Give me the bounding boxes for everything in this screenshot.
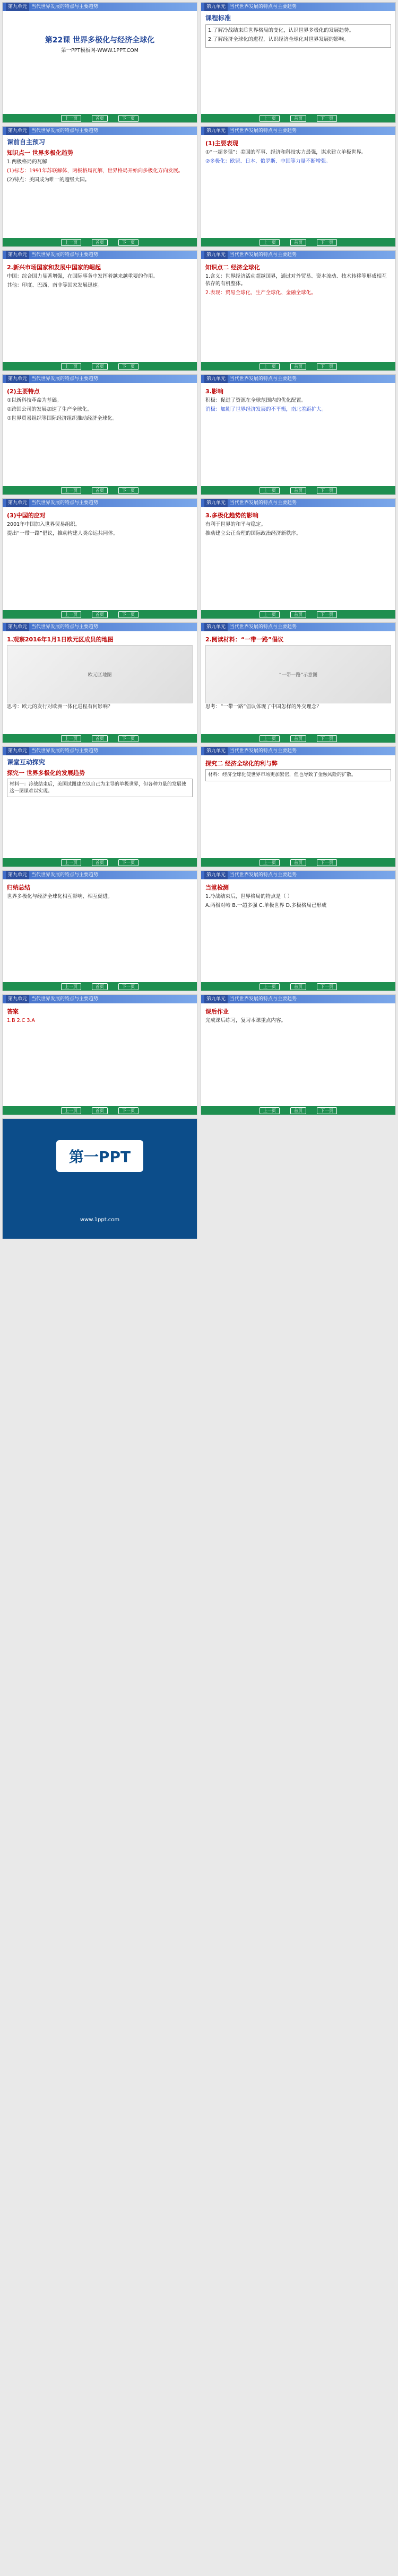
slide-belt-road: 第九单元 当代世界发展的特点与主要趋势 2.阅读材料：“一带一路”倡议 “一带一路”示意图 思考：“一带一路”倡议体现了中国怎样的外交理念？ 上一页 首页 下一页 <box>201 622 396 743</box>
next-button[interactable]: 下一页 <box>118 735 139 742</box>
topbar: 第九单元 当代世界发展的特点与主要趋势 <box>3 623 197 631</box>
slide-preview-4: 第九单元 当代世界发展的特点与主要趋势 知识点二 经济全球化 1.含义：世界经济活动超越国界，通过对外贸易、资本流动、技术转移等形成相互依存的有机整体。 2.表现：贸易全球化、生产全球化、金融全球化。 上一页 首页 下一页 <box>201 250 396 371</box>
home-button[interactable]: 首页 <box>92 115 108 122</box>
slide-preview-2: 第九单元 当代世界发展的特点与主要趋势 (1)主要表现 ①“一超多强”：美国的军事、经济和科技实力最强，谋求建立单极世界。 ②多极化：欧盟、日本、俄罗斯、中国等力量不断增强。 上一页 首页 下一页 <box>201 126 396 247</box>
topbar: 第九单元 当代世界发展的特点与主要趋势 <box>201 127 395 135</box>
next-button[interactable]: 下一页 <box>317 487 337 494</box>
prev-button[interactable]: 上一页 <box>259 1107 280 1114</box>
nav-bar <box>3 362 197 370</box>
next-button[interactable]: 下一页 <box>317 1107 337 1114</box>
prev-button[interactable]: 上一页 <box>259 735 280 742</box>
slide-summary: 第九单元 当代世界发展的特点与主要趋势 归纳总结 世界多极化与经济全球化相互影响、相互促进。 上一页 首页 下一页 <box>2 870 197 991</box>
next-button[interactable]: 下一页 <box>118 611 139 618</box>
prev-button[interactable]: 上一页 <box>61 859 81 866</box>
prev-button[interactable]: 上一页 <box>61 983 81 990</box>
slide-preview-8: 第九单元 当代世界发展的特点与主要趋势 3.多极化趋势的影响 有利于世界的和平与稳定。 推动建立公正合理的国际政治经济新秩序。 上一页 首页 下一页 <box>201 498 396 619</box>
nav-bar <box>3 114 197 122</box>
slide-explore-1: 第九单元 当代世界发展的特点与主要趋势 课堂互动探究 探究一 世界多极化的发展趋势 材料一：冷战结束后，美国试图建立以自己为主导的单极世界，但各种力量的发展使这一图谋难以实现。 上一页 首页 下一页 <box>2 746 197 867</box>
home-button[interactable]: 首页 <box>290 1107 306 1114</box>
home-button[interactable]: 首页 <box>92 363 108 370</box>
home-button[interactable]: 首页 <box>290 363 306 370</box>
next-button[interactable]: 下一页 <box>118 487 139 494</box>
nav-bar <box>201 858 395 867</box>
home-button[interactable]: 首页 <box>92 983 108 990</box>
slide-preview-1: 第九单元 当代世界发展的特点与主要趋势 课前自主预习 知识点一 世界多极化趋势 1.两极格局的瓦解 (1)标志：1991年苏联解体，两极格局瓦解，世界格局开始向多极化方向发展。 (2)特点：美国成为唯一的超级大国。 上一页 首页 下一页 <box>2 126 197 247</box>
home-button[interactable]: 首页 <box>290 487 306 494</box>
topbar: 第九单元 当代世界发展的特点与主要趋势 <box>3 995 197 1003</box>
prev-button[interactable]: 上一页 <box>259 363 280 370</box>
prev-button[interactable]: 上一页 <box>259 983 280 990</box>
slide-standard <box>201 2 396 123</box>
topbar: 第九单元 当代世界发展的特点与主要趋势 <box>201 375 395 383</box>
nav-bar <box>3 858 197 867</box>
prev-button[interactable]: 上一页 <box>61 1107 81 1114</box>
brand-logo: 第一PPT <box>56 1140 143 1172</box>
slide-answer: 第九单元 当代世界发展的特点与主要趋势 答案 1.B 2.C 3.A 上一页 首页 下一页 <box>2 994 197 1115</box>
nav-bar <box>201 1106 395 1115</box>
standard-box: 1.了解冷战结束后世界格局的变化，认识世界多极化的发展趋势。 2.了解经济全球化的进程，认识经济全球化对世界发展的影响。 <box>205 24 391 48</box>
slide-preview-7: 第九单元 当代世界发展的特点与主要趋势 (3)中国的应对 2001年中国加入世界贸易组织。 提出“一带一路”倡议，推动构建人类命运共同体。 上一页 首页 下一页 <box>2 498 197 619</box>
home-button[interactable]: 首页 <box>290 115 306 122</box>
next-button[interactable]: 下一页 <box>317 859 337 866</box>
home-button[interactable]: 首页 <box>92 735 108 742</box>
nav-bar <box>3 982 197 991</box>
prev-button[interactable]: 上一页 <box>61 487 81 494</box>
next-button[interactable]: 下一页 <box>317 611 337 618</box>
topbar: 第九单元 当代世界发展的特点与主要趋势 <box>3 499 197 507</box>
map-image: 欧元区地图 <box>7 645 193 703</box>
slide-explore-2: 第九单元 当代世界发展的特点与主要趋势 探究二 经济全球化的利与弊 材料：经济全球化使世界市场更加紧密，但也导致了金融风险的扩散。 上一页 首页 下一页 <box>201 746 396 867</box>
nav-bar <box>201 114 395 122</box>
home-button[interactable]: 首页 <box>92 1107 108 1114</box>
topbar: 第九单元 当代世界发展的特点与主要趋势 <box>3 3 197 11</box>
home-button[interactable]: 首页 <box>290 611 306 618</box>
prev-button[interactable]: 上一页 <box>61 611 81 618</box>
home-button[interactable]: 首页 <box>290 735 306 742</box>
lesson-title: 第22课 世界多极化与经济全球化 <box>45 36 155 45</box>
slide-preview-3: 第九单元 当代世界发展的特点与主要趋势 2.新兴市场国家和发展中国家的崛起 中国：综合国力显著增强，在国际事务中发挥着越来越重要的作用。 其他：印度、巴西、南非等国家发展迅速。 上一页 首页 下一页 <box>2 250 197 371</box>
topbar: 第九单元 当代世界发展的特点与主要趋势 <box>3 251 197 259</box>
next-button[interactable]: 下一页 <box>118 239 139 246</box>
next-button[interactable]: 下一页 <box>317 239 337 246</box>
nav-bar <box>201 362 395 370</box>
home-button[interactable]: 首页 <box>290 983 306 990</box>
nav-bar <box>201 486 395 495</box>
home-button[interactable]: 首页 <box>92 487 108 494</box>
prev-button[interactable]: 上一页 <box>259 115 280 122</box>
nav-bar <box>201 982 395 991</box>
topbar: 第九单元 当代世界发展的特点与主要趋势 <box>3 747 197 755</box>
slide-preview-5: 第九单元 当代世界发展的特点与主要趋势 (2)主要特点 ①以新科技革命为基础。 ②跨国公司的发展加速了生产全球化。 ③世界贸易组织等国际经济组织推动经济全球化。 上一页 首页 下一页 <box>2 374 197 495</box>
brand-url: www.1ppt.com <box>80 1217 120 1223</box>
nav-bar <box>3 610 197 619</box>
next-button[interactable]: 下一页 <box>317 983 337 990</box>
topbar: 第九单元 当代世界发展的特点与主要趋势 <box>201 995 395 1003</box>
topbar: 第九单元 当代世界发展的特点与主要趋势 <box>201 871 395 879</box>
topbar: 第九单元 当代世界发展的特点与主要趋势 <box>3 127 197 135</box>
slide-grid <box>0 0 398 1241</box>
nav-bar <box>3 734 197 743</box>
topbar: 第九单元 当代世界发展的特点与主要趋势 <box>201 623 395 631</box>
slide-logo <box>2 1118 197 1239</box>
next-button[interactable]: 下一页 <box>317 115 337 122</box>
home-button[interactable]: 首页 <box>92 859 108 866</box>
nav-bar <box>201 734 395 743</box>
home-button[interactable]: 首页 <box>290 859 306 866</box>
prev-button[interactable]: 上一页 <box>259 859 280 866</box>
topbar: 第九单元 当代世界发展的特点与主要趋势 <box>3 375 197 383</box>
nav-bar <box>3 1106 197 1115</box>
slide-preview-6: 第九单元 当代世界发展的特点与主要趋势 3.影响 积极：促进了资源在全球范围内的优化配置。 消极：加剧了世界经济发展的不平衡，南北差距扩大。 上一页 首页 下一页 <box>201 374 396 495</box>
next-button[interactable]: 下一页 <box>118 363 139 370</box>
prev-button[interactable]: 上一页 <box>259 239 280 246</box>
section-title: 课程标准 <box>205 14 231 22</box>
next-button[interactable]: 下一页 <box>317 735 337 742</box>
next-button[interactable]: 下一页 <box>118 859 139 866</box>
next-button[interactable]: 下一页 <box>118 115 139 122</box>
site-text: 第一PPT模板网-WWW.1PPT.COM <box>61 48 139 54</box>
next-button[interactable]: 下一页 <box>118 983 139 990</box>
slide-test: 第九单元 当代世界发展的特点与主要趋势 当堂检测 1.冷战结束后，世界格局的特点是（ ） A.两极对峙 B.一超多强 C.单极世界 D.多极格局已形成 上一页 首页 下一页 <box>201 870 396 991</box>
slide-homework: 第九单元 当代世界发展的特点与主要趋势 课后作业 完成课后练习，复习本课重点内容。 上一页 首页 下一页 <box>201 994 396 1115</box>
prev-button[interactable]: 上一页 <box>259 487 280 494</box>
prev-button[interactable]: 上一页 <box>259 611 280 618</box>
nav-bar <box>201 238 395 246</box>
belt-road-image: “一带一路”示意图 <box>205 645 391 703</box>
prev-button[interactable]: 上一页 <box>61 239 81 246</box>
next-button[interactable]: 下一页 <box>317 363 337 370</box>
nav-bar <box>3 238 197 246</box>
prev-button[interactable]: 上一页 <box>61 363 81 370</box>
slide-cover <box>2 2 197 123</box>
home-button[interactable]: 首页 <box>290 239 306 246</box>
prev-button[interactable]: 上一页 <box>61 735 81 742</box>
slide-map: 第九单元 当代世界发展的特点与主要趋势 1.观察2016年1月1日欧元区成员的地图 欧元区地图 思考：欧元的发行对欧洲一体化进程有何影响？ 上一页 首页 下一页 <box>2 622 197 743</box>
topbar: 第九单元 当代世界发展的特点与主要趋势 <box>201 747 395 755</box>
nav-bar <box>201 610 395 619</box>
nav-bar <box>3 486 197 495</box>
topbar: 第九单元 当代世界发展的特点与主要趋势 <box>201 251 395 259</box>
topbar: 第九单元 当代世界发展的特点与主要趋势 <box>201 499 395 507</box>
next-button[interactable]: 下一页 <box>118 1107 139 1114</box>
topbar: 第九单元 当代世界发展的特点与主要趋势 <box>201 3 395 11</box>
home-button[interactable]: 首页 <box>92 611 108 618</box>
home-button[interactable]: 首页 <box>92 239 108 246</box>
prev-button[interactable]: 上一页 <box>61 115 81 122</box>
topbar: 第九单元 当代世界发展的特点与主要趋势 <box>3 871 197 879</box>
